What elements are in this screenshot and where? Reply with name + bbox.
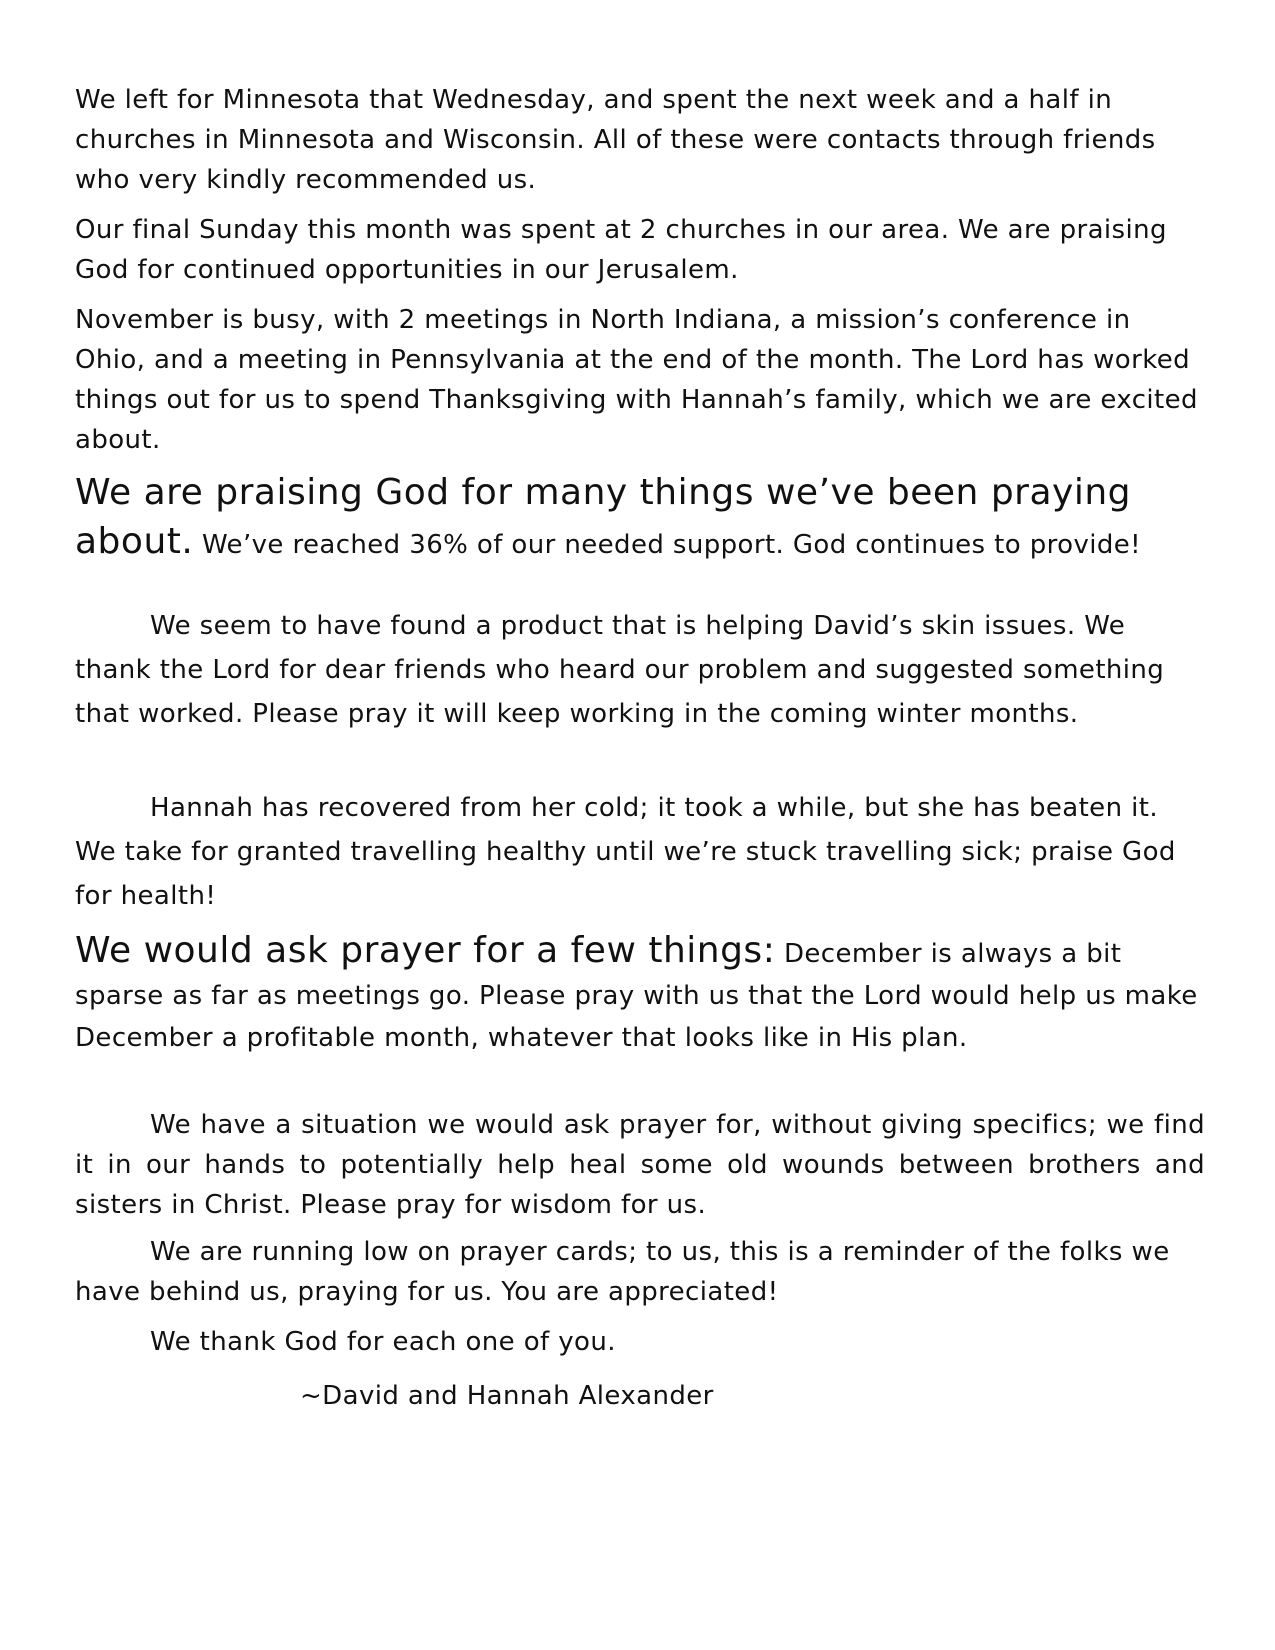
paragraph-travel [75,80,1205,200]
paragraph-skin: We seem to have found a product that is helping David’s skin issues. We thank the Lord for dear friends who heard our problem and suggested something that worked. Please pray it will keep working in the coming winter months. [75,611,1165,729]
signature: ~David and Hannah Alexander [300,1381,714,1411]
paragraph-cold: Hannah has recovered from her cold; it took a while, but she has beaten it. We take for granted travelling healthy until we’re stuck travelling sick; praise God for health! [75,793,1176,911]
prayer-section [75,930,1205,1059]
praise-text: We’ve reached 36% of our needed support. God continues to provide! [193,530,1141,560]
paragraph-prayer-cards: We are running low on prayer cards; to us, this is a reminder of the folks we have behind us, praying for us. You are appreciated! [75,1237,1170,1307]
paragraph-final-sunday-wrap [75,210,1205,290]
paragraph-skin-wrap [75,604,1205,736]
paragraph-minnesota: We left for Minnesota that Wednesday, and spent the next week and a half in churches in Minnesota and Wisconsin. All of these were contacts through friends who very kindly recommended us. [75,85,1156,195]
paragraph-final-sunday: Our final Sunday this month was spent at 2 churches in our area. We are praising God for continued opportunities in our Jerusalem. [75,215,1167,285]
praise-heading: We are praising God for many things we’ve been praying about. [75,472,1132,562]
paragraph-prayer [75,930,1205,1059]
paragraph-praise [75,470,1205,568]
paragraph-thanks: We thank God for each one of you. [150,1327,616,1357]
prayer-text: December is always a bit sparse as far as meetings go. Please pray with us that the Lord would help us make December a profitable month, whatever that looks like in His plan. [75,939,1198,1053]
paragraph-november-wrap [75,300,1205,460]
praise-section [75,470,1205,568]
paragraph-november: November is busy, with 2 meetings in North Indiana, a mission’s conference in Ohio, and a meeting in Pennsylvania at the end of the month. The Lord has worked things out for us to spend Thanksgiving with Hannah’s family, which we are excited about. [75,305,1198,455]
paragraph-situation-wrap [75,1105,1205,1225]
paragraph-cold-wrap [75,786,1205,918]
paragraph-situation: We have a situation we would ask prayer for, without giving specifics; we find it in our hands to potentially help heal some old wounds between brothers and sisters in Christ. Please pray for wisdom for us. [75,1110,1205,1220]
paragraph-thanks-wrap [75,1322,1205,1362]
paragraph-prayer-cards-wrap [75,1232,1205,1312]
prayer-heading: We would ask prayer for a few things: [75,930,776,971]
